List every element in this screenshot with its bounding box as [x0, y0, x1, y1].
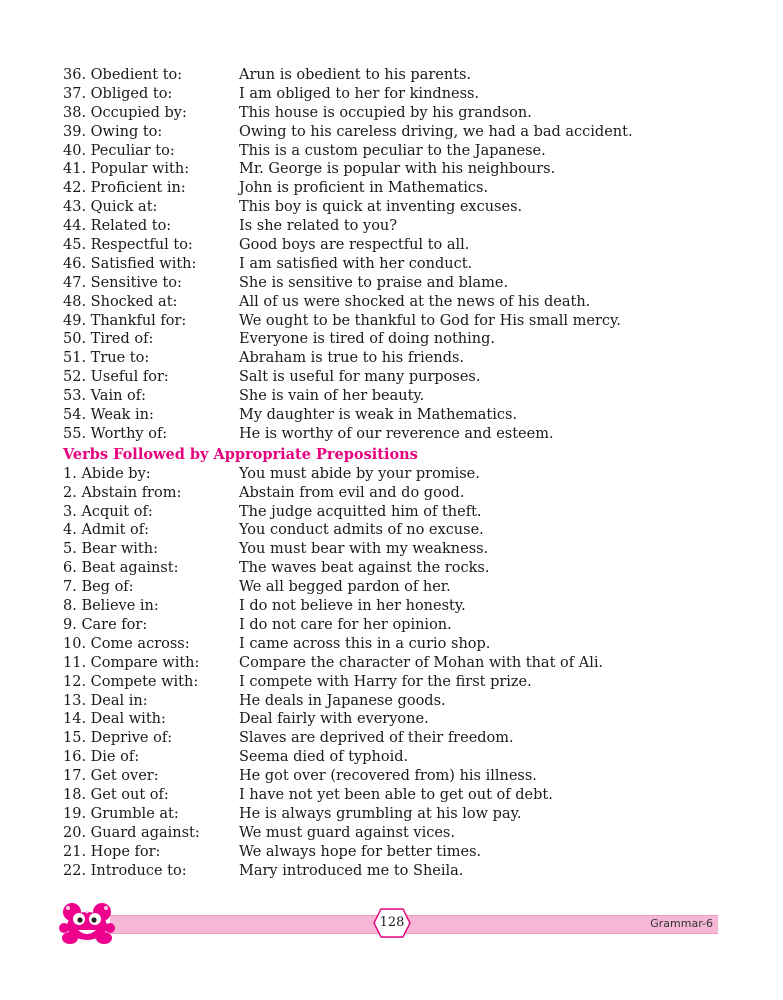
example-sentence: We must guard against vices.: [239, 824, 455, 841]
example-sentence: I am satisfied with her conduct.: [239, 255, 473, 272]
list-item: [63, 597, 753, 616]
example-sentence: He is worthy of our reverence and esteem.: [239, 425, 554, 442]
list-item: [63, 748, 753, 767]
list-item: [63, 692, 753, 711]
term: 55. Worthy of:: [63, 425, 168, 442]
adjective-preposition-list: [63, 66, 753, 444]
example-sentence: Everyone is tired of doing nothing.: [239, 331, 495, 348]
term: 22. Introduce to:: [63, 862, 187, 879]
term: 52. Useful for:: [63, 369, 169, 386]
list-item: [63, 559, 753, 578]
example-sentence: You must abide by your promise.: [239, 465, 480, 482]
list-item: [63, 710, 753, 729]
term: 18. Get out of:: [63, 786, 169, 803]
example-sentence: We ought to be thankful to God for His small mercy.: [239, 312, 621, 329]
term: 21. Hope for:: [63, 843, 161, 860]
term: 42. Proficient in:: [63, 180, 186, 197]
term: 36. Obedient to:: [63, 67, 183, 83]
page-content: [63, 66, 753, 880]
example-sentence: Deal fairly with everyone.: [239, 711, 429, 728]
term: 9. Care for:: [63, 616, 148, 633]
term: 6. Beat against:: [63, 560, 179, 577]
list-item: [63, 786, 753, 805]
list-item: [63, 66, 753, 85]
term: 51. True to:: [63, 350, 150, 367]
list-item: [63, 104, 753, 123]
example-sentence: My daughter is weak in Mathematics.: [239, 407, 518, 424]
list-item: [63, 123, 753, 142]
term: 37. Obliged to:: [63, 85, 173, 102]
example-sentence: I came across this in a curio shop.: [239, 635, 491, 652]
term: 10. Come across:: [63, 635, 190, 652]
list-item: [63, 406, 753, 425]
list-item: [63, 503, 753, 522]
example-sentence: He got over (recovered from) his illness.: [239, 768, 537, 785]
example-sentence: I compete with Harry for the first prize.: [239, 673, 532, 690]
verb-preposition-list: [63, 465, 753, 881]
term: 20. Guard against:: [63, 824, 200, 841]
list-item: [63, 217, 753, 236]
example-sentence: Arun is obedient to his parents.: [239, 67, 472, 83]
term: 39. Owing to:: [63, 123, 163, 140]
list-item: [63, 425, 753, 444]
list-item: [63, 521, 753, 540]
example-sentence: I have not yet been able to get out of debt.: [239, 786, 553, 803]
term: 2. Abstain from:: [63, 484, 182, 501]
list-item: [63, 368, 753, 387]
list-item: [63, 349, 753, 368]
list-item: [63, 274, 753, 293]
page-number: 128: [379, 915, 405, 930]
term: 44. Related to:: [63, 218, 172, 235]
term: 49. Thankful for:: [63, 312, 187, 329]
list-item: [63, 179, 753, 198]
term: 45. Respectful to:: [63, 237, 193, 254]
page-number-badge: [373, 908, 411, 938]
list-item: [63, 578, 753, 597]
term: 46. Satisfied with:: [63, 255, 197, 272]
list-item: [63, 387, 753, 406]
example-sentence: Is she related to you?: [239, 218, 398, 235]
example-sentence: Slaves are deprived of their freedom.: [239, 730, 514, 747]
term: 13. Deal in:: [63, 692, 148, 709]
example-sentence: Abstain from evil and do good.: [239, 484, 465, 501]
footer-band: [110, 915, 718, 934]
term: 4. Admit of:: [63, 522, 150, 539]
example-sentence: You must bear with my weakness.: [239, 541, 489, 558]
example-sentence: We all begged pardon of her.: [239, 579, 451, 596]
term: 38. Occupied by:: [63, 104, 187, 121]
term: 3. Acquit of:: [63, 503, 153, 520]
list-item: [63, 142, 753, 161]
term: 12. Compete with:: [63, 673, 199, 690]
list-item: [63, 616, 753, 635]
term: 15. Deprive of:: [63, 730, 173, 747]
section-heading: Verbs Followed by Appropriate Prepositions: [63, 445, 418, 463]
example-sentence: I am obliged to her for kindness.: [239, 85, 480, 102]
example-sentence: He deals in Japanese goods.: [239, 692, 446, 709]
example-sentence: All of us were shocked at the news of his death.: [239, 293, 591, 310]
list-item: [63, 236, 753, 255]
term: 43. Quick at:: [63, 199, 158, 216]
example-sentence: This house is occupied by his grandson.: [239, 104, 532, 121]
list-item: [63, 805, 753, 824]
example-sentence: We always hope for better times.: [239, 843, 482, 860]
example-sentence: Abraham is true to his friends.: [239, 350, 465, 367]
list-item: [63, 293, 753, 312]
list-item: [63, 654, 753, 673]
list-item: [63, 843, 753, 862]
list-item: [63, 465, 753, 484]
list-item: [63, 312, 753, 331]
example-sentence: This is a custom peculiar to the Japanese.: [239, 142, 546, 159]
list-item: [63, 673, 753, 692]
example-sentence: Salt is useful for many purposes.: [239, 369, 481, 386]
list-item: [63, 330, 753, 349]
term: 14. Deal with:: [63, 711, 166, 728]
example-sentence: The waves beat against the rocks.: [239, 560, 490, 577]
example-sentence: Good boys are respectful to all.: [239, 237, 470, 254]
term: 1. Abide by:: [63, 465, 151, 482]
example-sentence: The judge acquitted him of theft.: [239, 503, 482, 520]
example-sentence: She is vain of her beauty.: [239, 388, 425, 405]
example-sentence: He is always grumbling at his low pay.: [239, 805, 522, 822]
term: 11. Compare with:: [63, 654, 200, 671]
example-sentence: Compare the character of Mohan with that of Ali.: [239, 654, 604, 671]
term: 17. Get over:: [63, 768, 159, 785]
mascot-icon: [58, 898, 118, 946]
term: 40. Peculiar to:: [63, 142, 175, 159]
list-item: [63, 85, 753, 104]
example-sentence: Mary introduced me to Sheila.: [239, 862, 464, 879]
list-item: [63, 729, 753, 748]
example-sentence: I do not care for her opinion.: [239, 616, 452, 633]
book-title: Grammar-6: [650, 917, 713, 930]
example-sentence: She is sensitive to praise and blame.: [239, 274, 509, 291]
term: 53. Vain of:: [63, 388, 147, 405]
example-sentence: Seema died of typhoid.: [239, 749, 409, 766]
term: 54. Weak in:: [63, 407, 154, 424]
list-item: [63, 255, 753, 274]
term: 50. Tired of:: [63, 331, 154, 348]
example-sentence: Mr. George is popular with his neighbours.: [239, 161, 556, 178]
list-item: [63, 198, 753, 217]
term: 16. Die of:: [63, 749, 140, 766]
page-footer: [0, 896, 783, 956]
example-sentence: You conduct admits of no excuse.: [239, 522, 484, 539]
list-item: [63, 160, 753, 179]
example-sentence: I do not believe in her honesty.: [239, 598, 466, 615]
example-sentence: Owing to his careless driving, we had a bad accident.: [239, 123, 633, 140]
list-item: [63, 862, 753, 881]
list-item: [63, 540, 753, 559]
example-sentence: This boy is quick at inventing excuses.: [239, 199, 523, 216]
term: 5. Bear with:: [63, 541, 158, 558]
list-item: [63, 484, 753, 503]
list-item: [63, 767, 753, 786]
term: 41. Popular with:: [63, 161, 190, 178]
term: 7. Beg of:: [63, 579, 134, 596]
term: 19. Grumble at:: [63, 805, 179, 822]
list-item: [63, 635, 753, 654]
list-item: [63, 824, 753, 843]
term: 8. Believe in:: [63, 598, 159, 615]
example-sentence: John is proficient in Mathematics.: [239, 180, 489, 197]
term: 48. Shocked at:: [63, 293, 178, 310]
term: 47. Sensitive to:: [63, 274, 182, 291]
